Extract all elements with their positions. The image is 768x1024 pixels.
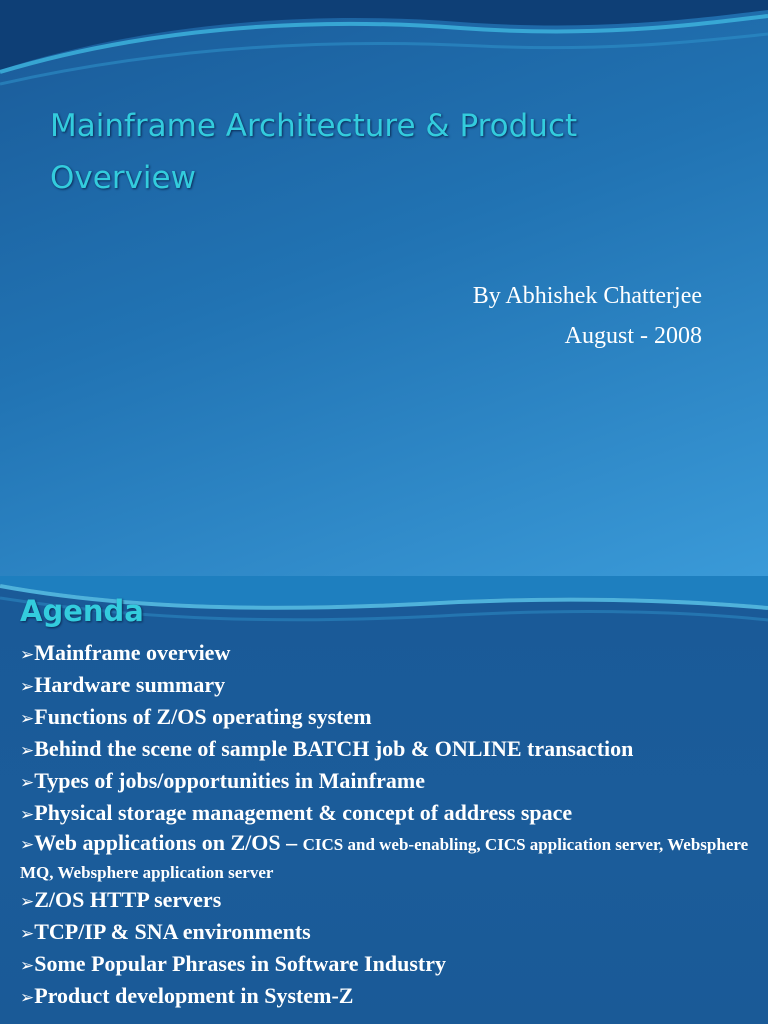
list-item [20,734,760,766]
list-item [20,830,760,885]
list-item-text: Functions of Z/OS operating system [34,704,372,729]
list-item [20,638,760,670]
list-item-detail: CICS and web-enabling, CICS application server, Websphere MQ, Websphere application server [20,835,749,882]
wave-decoration [0,0,768,110]
arrow-bullet-icon: ➢ [20,835,35,855]
list-item-text: Product development in System-Z [34,983,354,1008]
list-item [20,766,760,798]
list-item [20,798,760,830]
list-item-text: Physical storage management & concept of address space [34,800,573,825]
list-item [20,981,760,1013]
presentation-date: August - 2008 [564,323,702,349]
list-item [20,702,760,734]
author-name: By Abhishek Chatterjee [472,283,702,309]
arrow-bullet-icon: ➢ [20,805,35,825]
arrow-bullet-icon: ➢ [20,924,35,944]
agenda-title: Agenda [20,594,144,628]
list-item [20,917,760,949]
arrow-bullet-icon: ➢ [20,645,35,665]
list-item-text: Some Popular Phrases in Software Industry [34,951,446,976]
list-item-text: Web applications on Z/OS – [34,830,303,855]
arrow-bullet-icon: ➢ [20,741,35,761]
arrow-bullet-icon: ➢ [20,988,35,1008]
list-item [20,670,760,702]
list-item-text: Hardware summary [34,672,226,697]
list-item [20,885,760,917]
presentation-title: Mainframe Architecture & Product Overview [50,108,578,196]
arrow-bullet-icon: ➢ [20,892,35,912]
list-item-text: Behind the scene of sample BATCH job & ONLINE transaction [34,736,634,761]
subtitle [473,276,702,356]
arrow-bullet-icon: ➢ [20,709,35,729]
agenda-slide [0,576,768,1024]
list-item-text: Types of jobs/opportunities in Mainframe [34,768,425,793]
agenda-list [20,638,760,1013]
list-item-text: Mainframe overview [34,640,231,665]
arrow-bullet-icon: ➢ [20,773,35,793]
list-item-text: Z/OS HTTP servers [34,887,222,912]
list-item [20,949,760,981]
arrow-bullet-icon: ➢ [20,677,35,697]
arrow-bullet-icon: ➢ [20,956,35,976]
list-item-text: TCP/IP & SNA environments [34,919,311,944]
